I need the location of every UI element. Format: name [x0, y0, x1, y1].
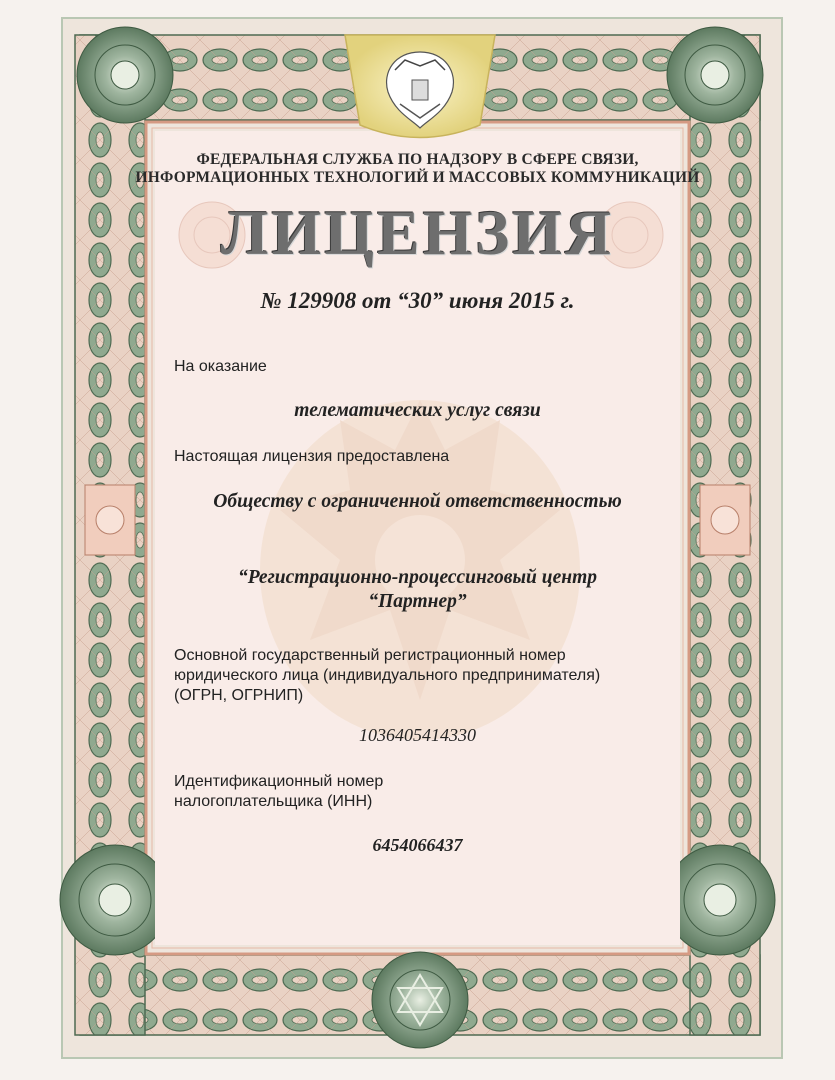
ogrn-label-line3: (ОГРН, ОГРНИП): [174, 687, 304, 704]
ogrn-label-line2: юридического лица (индивидуального предпринимателя): [174, 667, 601, 684]
bottom-center-rosette: [372, 952, 468, 1048]
service-value: телематических услуг связи: [294, 400, 541, 421]
corner-rosette-top-right: [667, 27, 763, 123]
coat-of-arms-emblem: [345, 35, 495, 138]
agency-name-line2: ИНФОРМАЦИОННЫХ ТЕХНОЛОГИЙ И МАССОВЫХ КОММУНИКАЦИЙ: [135, 169, 700, 186]
service-label: На оказание: [174, 358, 267, 375]
grantee-label: Настоящая лицензия предоставлена: [174, 448, 450, 465]
agency-name-line1: ФЕДЕРАЛЬНАЯ СЛУЖБА ПО НАДЗОРУ В СФЕРЕ СВЯЗИ,: [196, 151, 639, 168]
document-title: ЛИЦЕНЗИЯ: [220, 197, 615, 268]
inn-label-line1: Идентификационный номер: [174, 773, 384, 790]
ogrn-value: 1036405414330: [359, 725, 476, 745]
inn-label-line2: налогоплательщика (ИНН): [174, 793, 373, 810]
grantee-line2: “Регистрационно-процессинговый центр: [237, 567, 598, 588]
corner-rosette-bottom-left: [60, 845, 170, 955]
license-number: № 129908 от “30” июня 2015 г.: [260, 288, 575, 313]
grantee-line3: “Партнер”: [368, 591, 467, 612]
corner-rosette-top-left: [77, 27, 173, 123]
ogrn-label-line1: Основной государственный регистрационный номер: [174, 647, 566, 664]
inn-value: 6454066437: [372, 835, 463, 855]
grantee-line1: Обществу с ограниченной ответственностью: [213, 491, 622, 512]
corner-rosette-bottom-right: [665, 845, 775, 955]
